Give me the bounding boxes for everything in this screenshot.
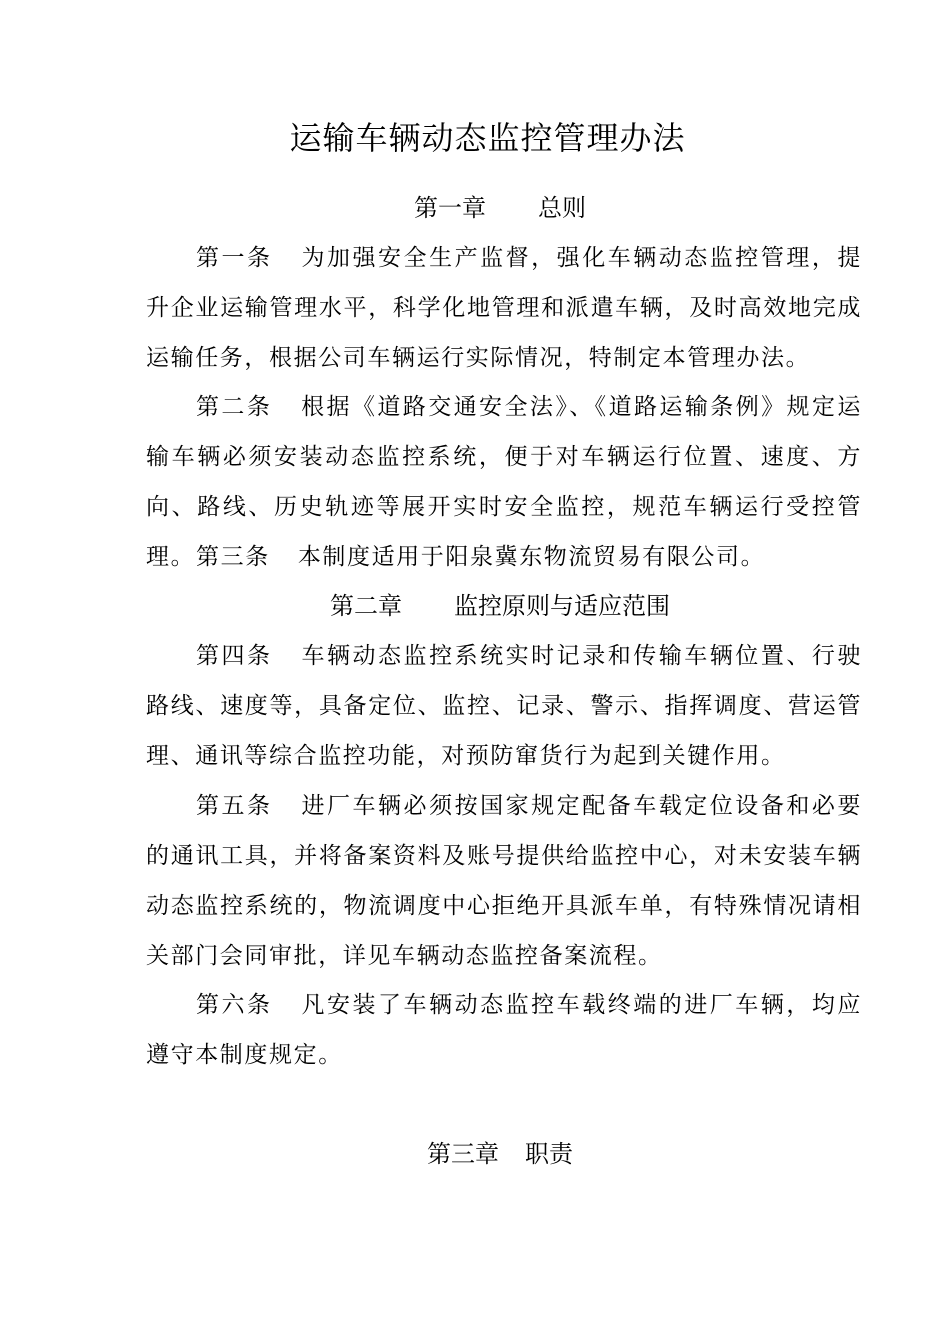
article-label: 第一条 (196, 245, 273, 271)
article-label: 第五条 (196, 793, 273, 819)
chapter-name: 总则 (538, 194, 586, 222)
chapter-heading-2 (0, 586, 950, 626)
article-6 (146, 980, 862, 1080)
chapter-heading-3 (0, 1134, 950, 1174)
article-5 (146, 781, 862, 981)
article-text: 凡安装了车辆动态监控车载终端的进厂车辆，均应遵守本制度规定。 (146, 992, 862, 1068)
article-text: 车辆动态监控系统实时记录和传输车辆位置、行驶路线、速度等，具备定位、监控、记录、警示、指挥调度、营运管理、通讯等综合监控功能，对预防窜货行为起到关键作用。 (146, 643, 862, 769)
article-label: 第二条 (196, 394, 273, 420)
chapter-name: 职责 (525, 1140, 573, 1168)
chapter-heading-1 (0, 188, 950, 228)
article-1 (146, 233, 862, 383)
article-text: 进厂车辆必须按国家规定配备车载定位设备和必要的通讯工具，并将备案资料及账号提供给监控中心，对未安装车辆动态监控系统的，物流调度中心拒绝开具派车单，有特殊情况请相关部门会同审批，详见车辆动态监控备案流程。 (146, 793, 862, 969)
article-text: 根据《道路交通安全法》、《道路运输条例》规定运输车辆必须安装动态监控系统，便于对车辆运行位置、速度、方向、路线、历史轨迹等展开实时安全监控，规范车辆运行受控管理。 (146, 394, 862, 570)
chapter-number: 第一章 (414, 194, 486, 222)
article-4 (146, 631, 862, 781)
article-label: 第六条 (196, 992, 273, 1018)
article-label: 第四条 (196, 643, 273, 669)
chapter-name: 监控原则与适应范围 (454, 592, 670, 620)
article-text: 为加强安全生产监督，强化车辆动态监控管理，提升企业运输管理水平，科学化地管理和派遣车辆，及时高效地完成运输任务，根据公司车辆运行实际情况，特制定本管理办法。 (146, 245, 862, 371)
chapter-number: 第二章 (330, 592, 402, 620)
article-3 (146, 532, 862, 582)
chapter-number: 第三章 (427, 1140, 499, 1168)
article-text: 本制度适用于阳泉冀东物流贸易有限公司。 (297, 544, 766, 570)
article-label: 第三条 (196, 544, 270, 570)
document-title: 运输车辆动态监控管理办法 (289, 119, 686, 157)
